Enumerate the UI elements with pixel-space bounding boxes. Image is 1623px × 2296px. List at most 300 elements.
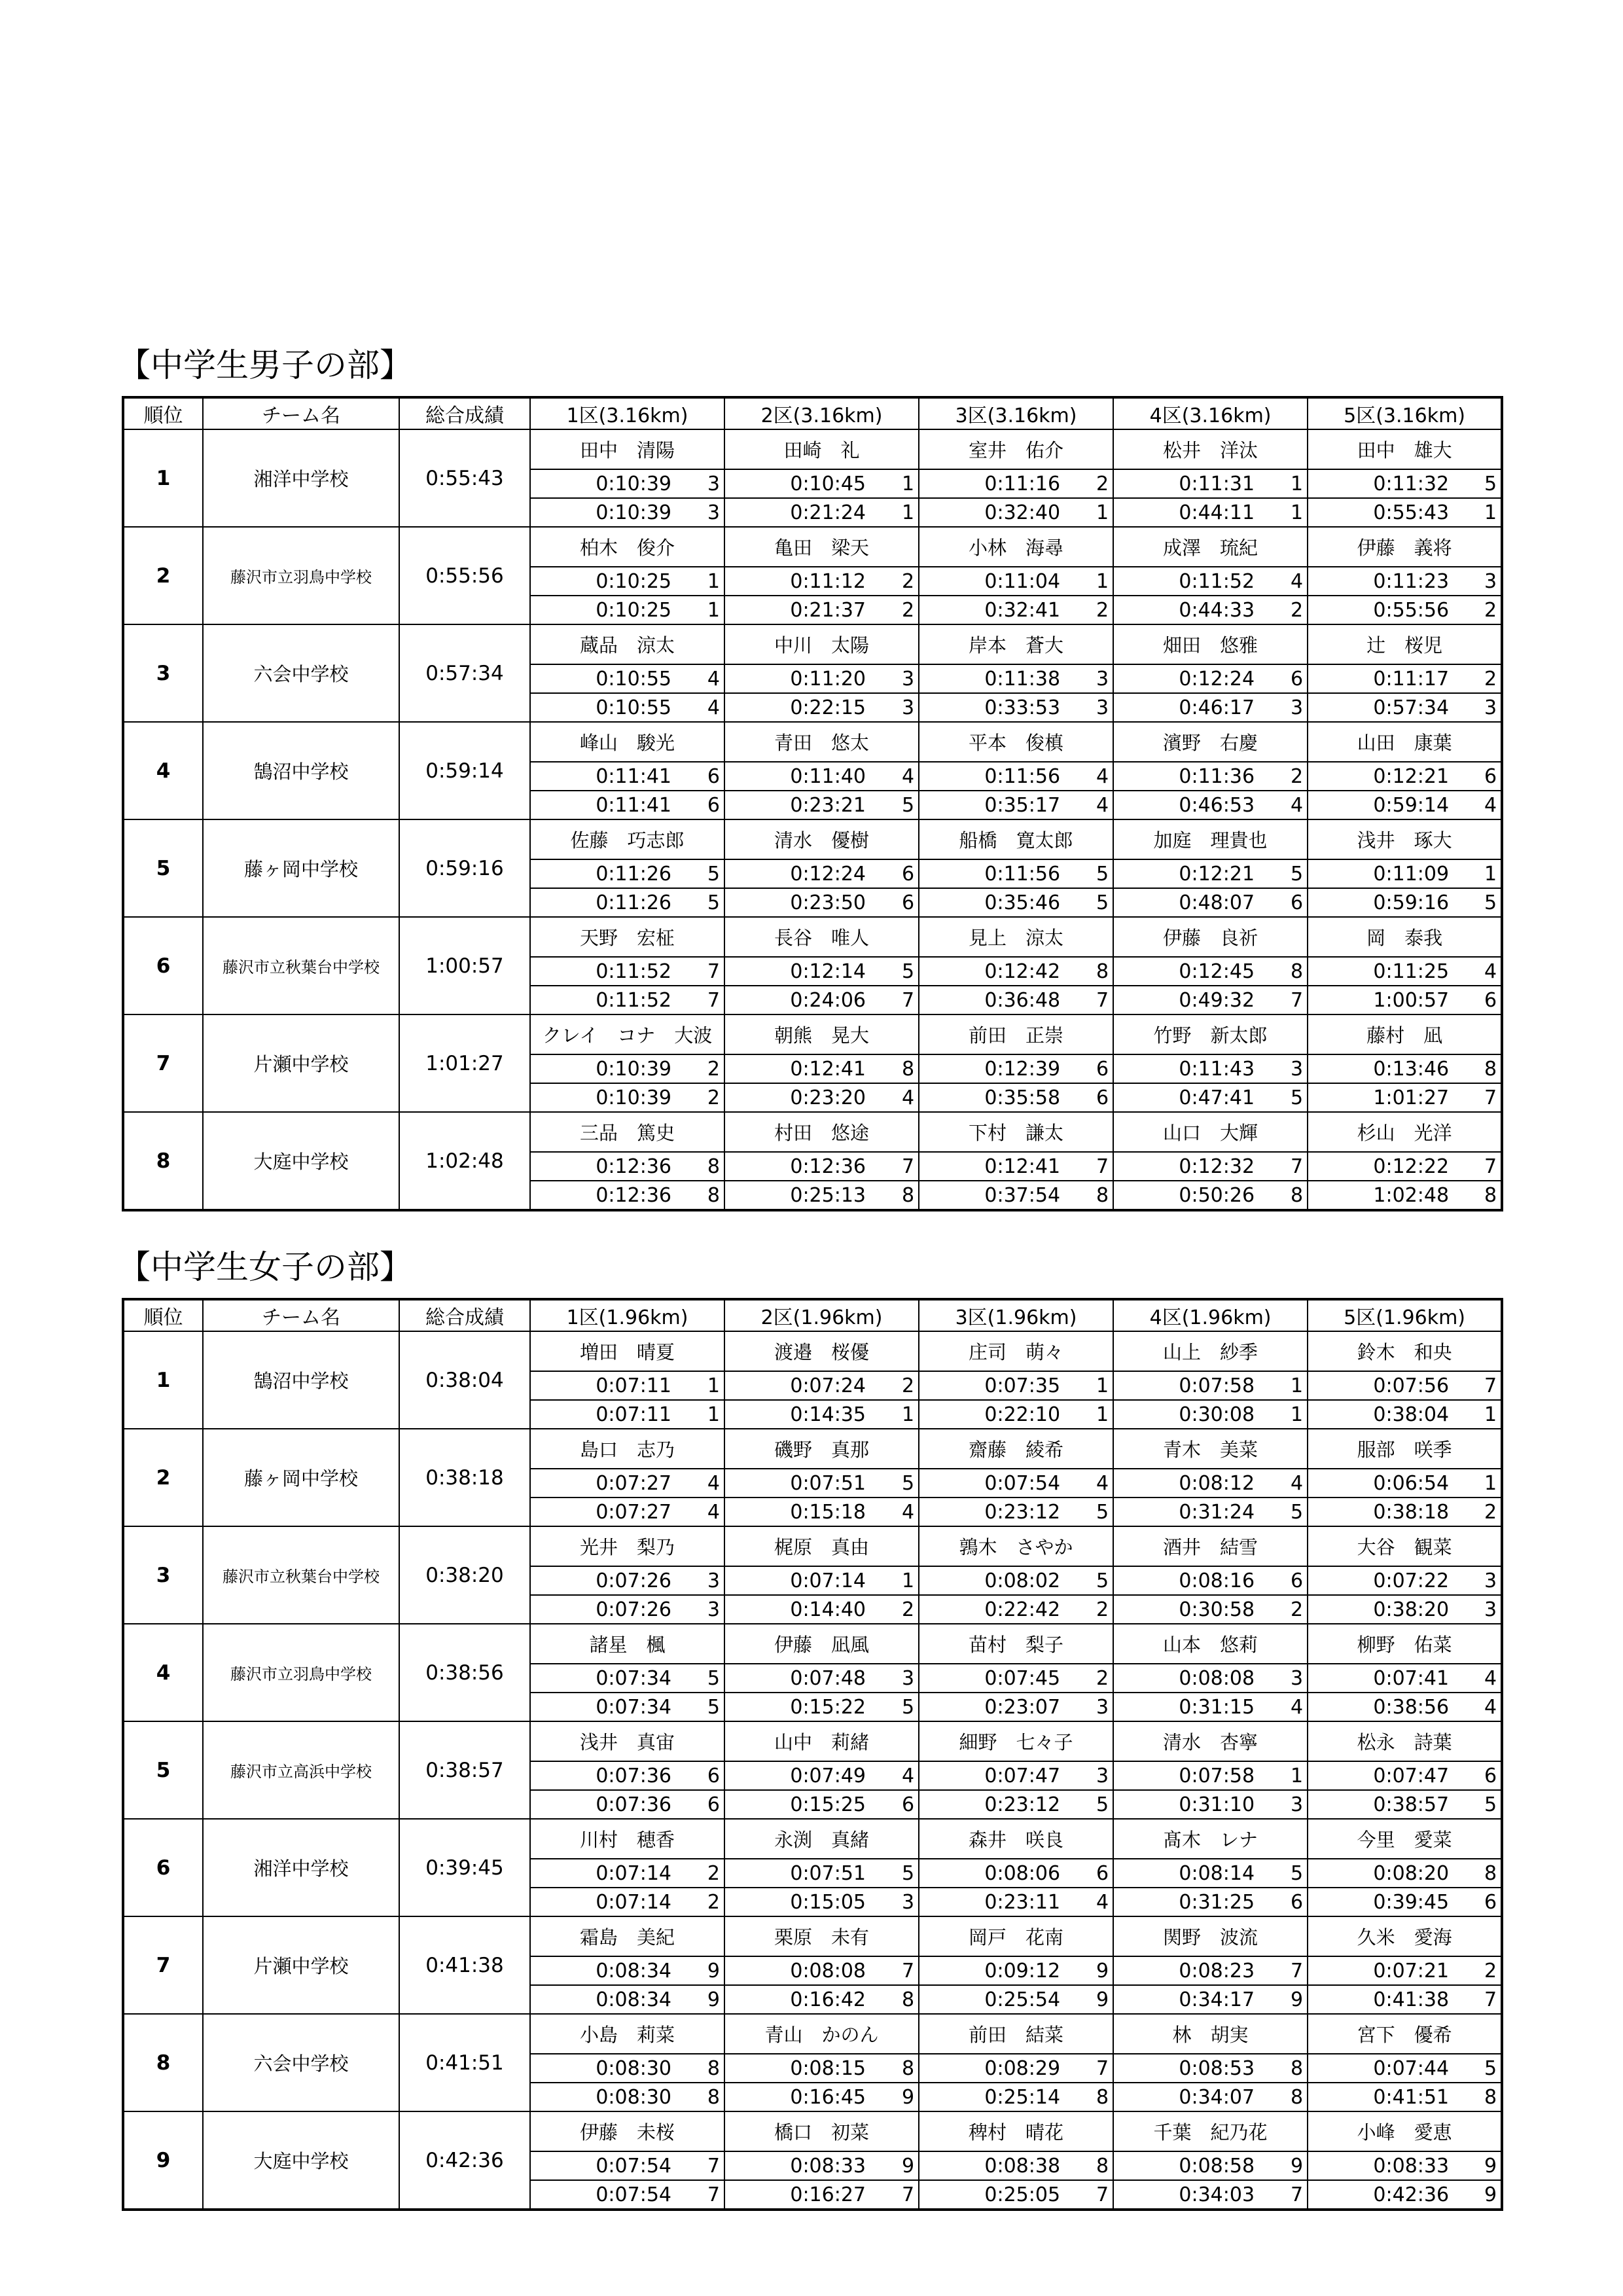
leg-time-4: 0:08:12 xyxy=(1113,1469,1258,1498)
runner-name-leg-5: 岡 泰我 xyxy=(1308,917,1502,957)
cumulative-rank-1: 3 xyxy=(675,498,724,527)
leg-time-2: 0:11:12 xyxy=(724,567,870,596)
cumulative-rank-4: 1 xyxy=(1258,1400,1308,1429)
cumulative-time-1: 0:07:36 xyxy=(530,1790,675,1819)
header-leg-5: 5区(3.16km) xyxy=(1308,397,1502,429)
team-name: 藤沢市立羽鳥中学校 xyxy=(203,1624,399,1721)
runner-name-leg-3: 船橋 寛太郎 xyxy=(919,819,1113,859)
header-leg-3: 3区(3.16km) xyxy=(919,397,1113,429)
leg-rank-4: 9 xyxy=(1258,2151,1308,2180)
team-rank: 5 xyxy=(123,1721,203,1819)
header-leg-2: 2区(3.16km) xyxy=(724,397,919,429)
runner-name-leg-2: 永渕 真緒 xyxy=(724,1819,919,1859)
cumulative-rank-3: 9 xyxy=(1064,1985,1113,2014)
cumulative-rank-4: 2 xyxy=(1258,1595,1308,1624)
cumulative-rank-2: 7 xyxy=(870,986,919,1014)
runner-name-leg-2: 朝熊 晃大 xyxy=(724,1014,919,1054)
leg-rank-4: 1 xyxy=(1258,1371,1308,1400)
leg-time-5: 0:07:44 xyxy=(1308,2054,1453,2083)
cumulative-time-3: 0:35:17 xyxy=(919,791,1064,819)
leg-time-4: 0:08:58 xyxy=(1113,2151,1258,2180)
cumulative-rank-1: 3 xyxy=(675,1595,724,1624)
cumulative-rank-1: 6 xyxy=(675,1790,724,1819)
team-rank: 4 xyxy=(123,1624,203,1721)
cumulative-rank-3: 5 xyxy=(1064,1790,1113,1819)
runner-name-leg-4: 加庭 理貴也 xyxy=(1113,819,1308,859)
team-total-time: 0:59:14 xyxy=(399,722,530,819)
cumulative-rank-4: 8 xyxy=(1258,2083,1308,2111)
cumulative-rank-2: 2 xyxy=(870,596,919,624)
cumulative-time-2: 0:21:24 xyxy=(724,498,870,527)
team-name: 藤沢市立秋葉台中学校 xyxy=(203,917,399,1014)
cumulative-rank-4: 6 xyxy=(1258,888,1308,917)
team-rank: 1 xyxy=(123,1331,203,1429)
runner-name-leg-4: 髙木 レナ xyxy=(1113,1819,1308,1859)
cumulative-rank-4: 4 xyxy=(1258,791,1308,819)
leg-rank-3: 1 xyxy=(1064,567,1113,596)
team-name: 片瀬中学校 xyxy=(203,1014,399,1112)
cumulative-rank-2: 4 xyxy=(870,1498,919,1526)
cumulative-time-1: 0:12:36 xyxy=(530,1181,675,1210)
cumulative-rank-1: 1 xyxy=(675,596,724,624)
header-leg-3: 3区(1.96km) xyxy=(919,1299,1113,1331)
cumulative-time-3: 0:23:12 xyxy=(919,1790,1064,1819)
cumulative-time-5: 0:55:43 xyxy=(1308,498,1453,527)
leg-rank-2: 7 xyxy=(870,1152,919,1181)
leg-rank-1: 1 xyxy=(675,1371,724,1400)
leg-rank-1: 3 xyxy=(675,1566,724,1595)
leg-rank-2: 3 xyxy=(870,664,919,693)
team-name: 片瀬中学校 xyxy=(203,1916,399,2014)
cumulative-time-4: 0:31:25 xyxy=(1113,1888,1258,1916)
runner-name-leg-1: 蔵品 涼太 xyxy=(530,624,724,664)
cumulative-rank-4: 1 xyxy=(1258,498,1308,527)
leg-time-3: 0:08:02 xyxy=(919,1566,1064,1595)
cumulative-time-1: 0:07:11 xyxy=(530,1400,675,1429)
team-name-row xyxy=(123,722,1502,762)
leg-time-1: 0:10:55 xyxy=(530,664,675,693)
team-name: 藤沢市立羽鳥中学校 xyxy=(203,527,399,624)
leg-time-4: 0:12:21 xyxy=(1113,859,1258,888)
cumulative-time-3: 0:35:46 xyxy=(919,888,1064,917)
leg-rank-2: 8 xyxy=(870,2054,919,2083)
leg-rank-3: 7 xyxy=(1064,2054,1113,2083)
cumulative-time-1: 0:11:26 xyxy=(530,888,675,917)
leg-time-1: 0:07:11 xyxy=(530,1371,675,1400)
cumulative-rank-5: 7 xyxy=(1453,1083,1502,1112)
leg-rank-4: 2 xyxy=(1258,762,1308,791)
leg-rank-5: 6 xyxy=(1453,1761,1502,1790)
leg-rank-2: 2 xyxy=(870,1371,919,1400)
cumulative-time-4: 0:46:17 xyxy=(1113,693,1258,722)
team-total-time: 0:38:20 xyxy=(399,1526,530,1624)
cumulative-time-4: 0:44:11 xyxy=(1113,498,1258,527)
team-total-time: 1:02:48 xyxy=(399,1112,530,1210)
cumulative-time-1: 0:10:39 xyxy=(530,498,675,527)
cumulative-rank-3: 2 xyxy=(1064,596,1113,624)
leg-time-1: 0:10:25 xyxy=(530,567,675,596)
runner-name-leg-4: 山本 悠莉 xyxy=(1113,1624,1308,1664)
leg-rank-2: 6 xyxy=(870,859,919,888)
cumulative-rank-3: 8 xyxy=(1064,1181,1113,1210)
leg-rank-2: 1 xyxy=(870,1566,919,1595)
leg-time-1: 0:11:52 xyxy=(530,957,675,986)
runner-name-leg-2: 伊藤 凪風 xyxy=(724,1624,919,1664)
cumulative-rank-5: 9 xyxy=(1453,2180,1502,2210)
cumulative-time-5: 0:41:51 xyxy=(1308,2083,1453,2111)
cumulative-time-4: 0:30:08 xyxy=(1113,1400,1258,1429)
leg-rank-2: 3 xyxy=(870,1664,919,1693)
leg-time-2: 0:12:36 xyxy=(724,1152,870,1181)
cumulative-rank-1: 1 xyxy=(675,1400,724,1429)
runner-name-leg-3: 鶉木 さやか xyxy=(919,1526,1113,1566)
leg-rank-5: 2 xyxy=(1453,664,1502,693)
team-name: 藤ヶ岡中学校 xyxy=(203,1429,399,1526)
leg-rank-5: 8 xyxy=(1453,1859,1502,1888)
cumulative-rank-2: 5 xyxy=(870,791,919,819)
cumulative-time-3: 0:25:05 xyxy=(919,2180,1064,2210)
cumulative-rank-1: 9 xyxy=(675,1985,724,2014)
runner-name-leg-1: 佐藤 巧志郎 xyxy=(530,819,724,859)
runner-name-leg-5: 久米 愛海 xyxy=(1308,1916,1502,1956)
cumulative-time-1: 0:11:52 xyxy=(530,986,675,1014)
team-name-row xyxy=(123,1916,1502,1956)
leg-time-3: 0:12:39 xyxy=(919,1054,1064,1083)
team-name: 藤沢市立高浜中学校 xyxy=(203,1721,399,1819)
cumulative-time-2: 0:14:35 xyxy=(724,1400,870,1429)
cumulative-time-4: 0:30:58 xyxy=(1113,1595,1258,1624)
leg-time-4: 0:11:43 xyxy=(1113,1054,1258,1083)
leg-rank-4: 6 xyxy=(1258,1566,1308,1595)
leg-time-2: 0:12:24 xyxy=(724,859,870,888)
cumulative-rank-5: 8 xyxy=(1453,1181,1502,1210)
leg-rank-2: 5 xyxy=(870,1859,919,1888)
leg-time-1: 0:07:36 xyxy=(530,1761,675,1790)
cumulative-time-5: 0:38:57 xyxy=(1308,1790,1453,1819)
runner-name-leg-5: 小峰 愛恵 xyxy=(1308,2111,1502,2151)
leg-time-4: 0:11:52 xyxy=(1113,567,1258,596)
team-name-row xyxy=(123,527,1502,567)
runner-name-leg-5: 大谷 観菜 xyxy=(1308,1526,1502,1566)
team-rank: 7 xyxy=(123,1916,203,2014)
leg-time-4: 0:07:58 xyxy=(1113,1761,1258,1790)
cumulative-time-1: 0:08:30 xyxy=(530,2083,675,2111)
leg-time-3: 0:11:38 xyxy=(919,664,1064,693)
runner-name-leg-1: 光井 梨乃 xyxy=(530,1526,724,1566)
leg-rank-4: 5 xyxy=(1258,859,1308,888)
leg-rank-2: 1 xyxy=(870,469,919,498)
leg-rank-1: 6 xyxy=(675,762,724,791)
cumulative-time-2: 0:15:22 xyxy=(724,1693,870,1721)
leg-time-2: 0:11:20 xyxy=(724,664,870,693)
cumulative-rank-3: 7 xyxy=(1064,2180,1113,2210)
cumulative-rank-4: 7 xyxy=(1258,986,1308,1014)
leg-time-5: 0:12:21 xyxy=(1308,762,1453,791)
leg-time-3: 0:11:56 xyxy=(919,762,1064,791)
cumulative-time-1: 0:07:34 xyxy=(530,1693,675,1721)
header-total: 総合成績 xyxy=(399,1299,530,1331)
leg-rank-1: 6 xyxy=(675,1761,724,1790)
runner-name-leg-4: 松井 洋汰 xyxy=(1113,429,1308,469)
runner-name-leg-4: 畑田 悠雅 xyxy=(1113,624,1308,664)
team-name-row xyxy=(123,819,1502,859)
leg-rank-4: 3 xyxy=(1258,1054,1308,1083)
cumulative-time-5: 0:38:04 xyxy=(1308,1400,1453,1429)
cumulative-time-2: 0:23:20 xyxy=(724,1083,870,1112)
leg-time-5: 0:13:46 xyxy=(1308,1054,1453,1083)
team-rank: 8 xyxy=(123,2014,203,2111)
leg-time-4: 0:12:24 xyxy=(1113,664,1258,693)
runner-name-leg-4: 濱野 右慶 xyxy=(1113,722,1308,762)
header-total: 総合成績 xyxy=(399,397,530,429)
leg-rank-1: 3 xyxy=(675,469,724,498)
cumulative-time-4: 0:46:53 xyxy=(1113,791,1258,819)
team-rank: 8 xyxy=(123,1112,203,1210)
leg-time-3: 0:07:54 xyxy=(919,1469,1064,1498)
leg-rank-1: 2 xyxy=(675,1859,724,1888)
team-rank: 6 xyxy=(123,1819,203,1916)
leg-time-3: 0:11:16 xyxy=(919,469,1064,498)
team-name: 六会中学校 xyxy=(203,624,399,722)
runner-name-leg-1: 増田 晴夏 xyxy=(530,1331,724,1371)
cumulative-rank-1: 8 xyxy=(675,1181,724,1210)
cumulative-rank-2: 6 xyxy=(870,888,919,917)
cumulative-time-3: 0:37:54 xyxy=(919,1181,1064,1210)
leg-time-5: 0:07:22 xyxy=(1308,1566,1453,1595)
leg-time-4: 0:11:36 xyxy=(1113,762,1258,791)
leg-time-1: 0:08:34 xyxy=(530,1956,675,1985)
cumulative-time-3: 0:36:48 xyxy=(919,986,1064,1014)
cumulative-time-3: 0:22:10 xyxy=(919,1400,1064,1429)
leg-rank-4: 8 xyxy=(1258,2054,1308,2083)
team-name: 鵠沼中学校 xyxy=(203,1331,399,1429)
leg-rank-1: 5 xyxy=(675,1664,724,1693)
leg-rank-5: 7 xyxy=(1453,1152,1502,1181)
leg-rank-4: 7 xyxy=(1258,1956,1308,1985)
leg-time-3: 0:11:04 xyxy=(919,567,1064,596)
team-total-time: 0:57:34 xyxy=(399,624,530,722)
cumulative-rank-5: 5 xyxy=(1453,1790,1502,1819)
leg-rank-2: 5 xyxy=(870,957,919,986)
team-total-time: 0:42:36 xyxy=(399,2111,530,2210)
leg-time-4: 0:08:23 xyxy=(1113,1956,1258,1985)
cumulative-rank-2: 7 xyxy=(870,2180,919,2210)
team-rank: 4 xyxy=(123,722,203,819)
leg-rank-4: 3 xyxy=(1258,1664,1308,1693)
runner-name-leg-2: 磯野 真那 xyxy=(724,1429,919,1469)
team-total-time: 0:55:56 xyxy=(399,527,530,624)
leg-time-3: 0:07:35 xyxy=(919,1371,1064,1400)
cumulative-time-3: 0:32:41 xyxy=(919,596,1064,624)
leg-rank-5: 9 xyxy=(1453,2151,1502,2180)
cumulative-rank-3: 1 xyxy=(1064,498,1113,527)
runner-name-leg-3: 齋藤 綾希 xyxy=(919,1429,1113,1469)
team-rank: 3 xyxy=(123,624,203,722)
leg-rank-5: 5 xyxy=(1453,2054,1502,2083)
leg-time-5: 0:11:23 xyxy=(1308,567,1453,596)
girls-results-table xyxy=(122,1298,1503,2211)
leg-time-4: 0:07:58 xyxy=(1113,1371,1258,1400)
runner-name-leg-3: 室井 佑介 xyxy=(919,429,1113,469)
leg-rank-5: 3 xyxy=(1453,567,1502,596)
leg-rank-5: 1 xyxy=(1453,859,1502,888)
leg-time-4: 0:08:16 xyxy=(1113,1566,1258,1595)
runner-name-leg-5: 今里 愛菜 xyxy=(1308,1819,1502,1859)
leg-time-2: 0:10:45 xyxy=(724,469,870,498)
header-rank: 順位 xyxy=(123,397,203,429)
runner-name-leg-4: 林 胡実 xyxy=(1113,2014,1308,2054)
leg-rank-4: 5 xyxy=(1258,1859,1308,1888)
leg-time-3: 0:08:38 xyxy=(919,2151,1064,2180)
cumulative-time-5: 1:02:48 xyxy=(1308,1181,1453,1210)
runner-name-leg-2: 渡邉 桜優 xyxy=(724,1331,919,1371)
cumulative-rank-2: 9 xyxy=(870,2083,919,2111)
cumulative-time-1: 0:10:25 xyxy=(530,596,675,624)
team-rank: 2 xyxy=(123,527,203,624)
runner-name-leg-5: 藤村 凪 xyxy=(1308,1014,1502,1054)
cumulative-time-2: 0:16:42 xyxy=(724,1985,870,2014)
leg-time-1: 0:11:26 xyxy=(530,859,675,888)
cumulative-rank-4: 3 xyxy=(1258,693,1308,722)
cumulative-rank-4: 9 xyxy=(1258,1985,1308,2014)
cumulative-rank-2: 1 xyxy=(870,1400,919,1429)
cumulative-rank-1: 2 xyxy=(675,1888,724,1916)
cumulative-time-2: 0:22:15 xyxy=(724,693,870,722)
runner-name-leg-2: 長谷 唯人 xyxy=(724,917,919,957)
team-name: 藤ヶ岡中学校 xyxy=(203,819,399,917)
cumulative-time-5: 1:01:27 xyxy=(1308,1083,1453,1112)
runner-name-leg-1: 伊藤 未桜 xyxy=(530,2111,724,2151)
runner-name-leg-1: 諸星 楓 xyxy=(530,1624,724,1664)
runner-name-leg-1: 小島 莉菜 xyxy=(530,2014,724,2054)
leg-time-2: 0:07:49 xyxy=(724,1761,870,1790)
leg-time-1: 0:07:26 xyxy=(530,1566,675,1595)
team-name-row xyxy=(123,1429,1502,1469)
leg-time-5: 0:08:33 xyxy=(1308,2151,1453,2180)
runner-name-leg-3: 平本 俊槙 xyxy=(919,722,1113,762)
leg-rank-3: 4 xyxy=(1064,1469,1113,1498)
runner-name-leg-3: 前田 正崇 xyxy=(919,1014,1113,1054)
runner-name-leg-5: 杉山 光洋 xyxy=(1308,1112,1502,1152)
header-leg-4: 4区(1.96km) xyxy=(1113,1299,1308,1331)
team-total-time: 0:41:38 xyxy=(399,1916,530,2014)
boys-section-title: 【中学生男子の部】 xyxy=(118,346,412,384)
leg-rank-1: 4 xyxy=(675,1469,724,1498)
leg-time-5: 0:11:32 xyxy=(1308,469,1453,498)
cumulative-rank-1: 4 xyxy=(675,1498,724,1526)
cumulative-time-4: 0:48:07 xyxy=(1113,888,1258,917)
runner-name-leg-5: 宮下 優希 xyxy=(1308,2014,1502,2054)
cumulative-time-5: 0:39:45 xyxy=(1308,1888,1453,1916)
leg-time-3: 0:11:56 xyxy=(919,859,1064,888)
runner-name-leg-2: 橋口 初菜 xyxy=(724,2111,919,2151)
leg-time-1: 0:07:14 xyxy=(530,1859,675,1888)
leg-rank-5: 2 xyxy=(1453,1956,1502,1985)
cumulative-time-5: 0:38:56 xyxy=(1308,1693,1453,1721)
runner-name-leg-2: 亀田 梁天 xyxy=(724,527,919,567)
cumulative-time-3: 0:22:42 xyxy=(919,1595,1064,1624)
leg-rank-3: 5 xyxy=(1064,859,1113,888)
team-rank: 2 xyxy=(123,1429,203,1526)
runner-name-leg-2: 中川 太陽 xyxy=(724,624,919,664)
leg-time-3: 0:12:41 xyxy=(919,1152,1064,1181)
leg-rank-3: 5 xyxy=(1064,1566,1113,1595)
cumulative-time-5: 0:38:18 xyxy=(1308,1498,1453,1526)
cumulative-rank-2: 2 xyxy=(870,1595,919,1624)
cumulative-time-2: 0:16:45 xyxy=(724,2083,870,2111)
runner-name-leg-1: 霜島 美紀 xyxy=(530,1916,724,1956)
cumulative-rank-2: 3 xyxy=(870,1888,919,1916)
team-name: 六会中学校 xyxy=(203,2014,399,2111)
leg-time-1: 0:08:30 xyxy=(530,2054,675,2083)
cumulative-time-4: 0:44:33 xyxy=(1113,596,1258,624)
leg-time-2: 0:07:51 xyxy=(724,1859,870,1888)
team-name-row xyxy=(123,1819,1502,1859)
cumulative-rank-4: 5 xyxy=(1258,1083,1308,1112)
runner-name-leg-3: 見上 涼太 xyxy=(919,917,1113,957)
runner-name-leg-5: 鈴木 和央 xyxy=(1308,1331,1502,1371)
cumulative-time-3: 0:32:40 xyxy=(919,498,1064,527)
runner-name-leg-1: 浅井 真宙 xyxy=(530,1721,724,1761)
team-name-row xyxy=(123,1624,1502,1664)
team-rank: 3 xyxy=(123,1526,203,1624)
leg-time-2: 0:12:14 xyxy=(724,957,870,986)
cumulative-rank-2: 5 xyxy=(870,1693,919,1721)
runner-name-leg-5: 松永 詩葉 xyxy=(1308,1721,1502,1761)
team-rank: 9 xyxy=(123,2111,203,2210)
leg-rank-3: 6 xyxy=(1064,1054,1113,1083)
leg-rank-4: 7 xyxy=(1258,1152,1308,1181)
runner-name-leg-5: 辻 桜児 xyxy=(1308,624,1502,664)
cumulative-time-3: 0:33:53 xyxy=(919,693,1064,722)
leg-time-2: 0:07:48 xyxy=(724,1664,870,1693)
cumulative-rank-4: 4 xyxy=(1258,1693,1308,1721)
leg-rank-2: 8 xyxy=(870,1054,919,1083)
cumulative-time-3: 0:25:54 xyxy=(919,1985,1064,2014)
cumulative-rank-1: 5 xyxy=(675,888,724,917)
cumulative-time-2: 0:23:50 xyxy=(724,888,870,917)
cumulative-rank-3: 4 xyxy=(1064,791,1113,819)
team-rank: 5 xyxy=(123,819,203,917)
team-total-time: 0:41:51 xyxy=(399,2014,530,2111)
runner-name-leg-5: 浅井 琢大 xyxy=(1308,819,1502,859)
runner-name-leg-1: クレイ コナ 大波 xyxy=(530,1014,724,1054)
cumulative-rank-4: 3 xyxy=(1258,1790,1308,1819)
team-rank: 1 xyxy=(123,429,203,527)
runner-name-leg-3: 岸本 蒼大 xyxy=(919,624,1113,664)
leg-time-1: 0:10:39 xyxy=(530,1054,675,1083)
cumulative-rank-1: 5 xyxy=(675,1693,724,1721)
cumulative-time-4: 0:49:32 xyxy=(1113,986,1258,1014)
leg-time-3: 0:08:06 xyxy=(919,1859,1064,1888)
runner-name-leg-4: 関野 波流 xyxy=(1113,1916,1308,1956)
cumulative-rank-2: 3 xyxy=(870,693,919,722)
header-leg-4: 4区(3.16km) xyxy=(1113,397,1308,429)
cumulative-rank-3: 5 xyxy=(1064,1498,1113,1526)
leg-time-1: 0:07:34 xyxy=(530,1664,675,1693)
leg-time-5: 0:12:22 xyxy=(1308,1152,1453,1181)
leg-rank-2: 2 xyxy=(870,567,919,596)
leg-rank-1: 8 xyxy=(675,2054,724,2083)
cumulative-time-4: 0:50:26 xyxy=(1113,1181,1258,1210)
team-name: 湘洋中学校 xyxy=(203,1819,399,1916)
cumulative-time-2: 0:23:21 xyxy=(724,791,870,819)
cumulative-time-5: 0:41:38 xyxy=(1308,1985,1453,2014)
leg-rank-4: 4 xyxy=(1258,567,1308,596)
leg-time-1: 0:12:36 xyxy=(530,1152,675,1181)
runner-name-leg-3: 細野 七々子 xyxy=(919,1721,1113,1761)
cumulative-time-5: 1:00:57 xyxy=(1308,986,1453,1014)
